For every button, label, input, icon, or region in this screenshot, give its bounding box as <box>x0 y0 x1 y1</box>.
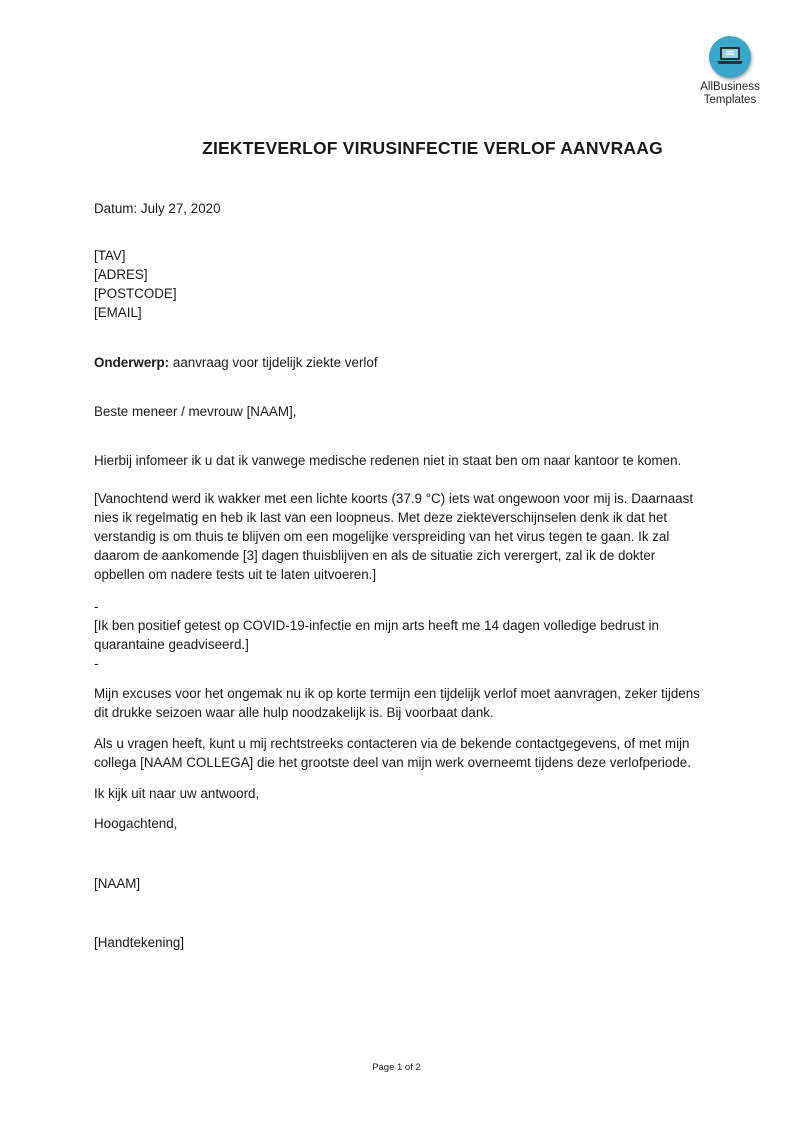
signature-placeholder: [Handtekening] <box>94 935 185 950</box>
address-postcode: [POSTCODE] <box>94 286 177 301</box>
dash-separator-1: - <box>94 599 99 614</box>
subject-label: Onderwerp: <box>94 355 170 370</box>
closing-greeting: Hoogachtend, <box>94 816 178 831</box>
allbusiness-logo <box>694 36 766 107</box>
closing-line: Ik kijk uit naar uw antwoord, <box>94 786 260 801</box>
salutation: Beste meneer / mevrouw [NAAM], <box>94 404 297 419</box>
address-adres: [ADRES] <box>94 267 148 282</box>
document-title: ZIEKTEVERLOF VIRUSINFECTIE VERLOF AANVRAAG <box>202 138 663 158</box>
paragraph-contact: Als u vragen heeft, kunt u mij rechtstreeks contacteren via de bekende contactgegevens, of met mijn collega [NAAM COLLEGA] die het grootste deel van mijn werk overneemt tijdens deze verlofperiode. <box>94 736 691 770</box>
page-number: Page 1 of 2 <box>372 1062 421 1073</box>
paragraph-option-1: [Vanochtend werd ik wakker met een lichte koorts (37.9 °C) iets wat ongewoon voor mij is. Daarnaast nies ik regelmatig en heb ik last van een loopneus. Met deze ziekteverschijnselen denk ik dat het verstandig is om thuis te blijven om een mogelijke verspreiding van het virus tegen te gaan. Ik zal daarom de aankomende [3] dagen thuisblijven en als de situatie zich verergert, zal ik de dokter opbellen om nadere tests uit te laten uitvoeren.] <box>94 491 694 582</box>
paragraph-apology: Mijn excuses voor het ongemak nu ik op korte termijn een tijdelijk verlof moet aanvragen, zeker tijdens dit drukke seizoen waar alle hulp noodzakelijk is. Bij voorbaat dank. <box>94 686 700 720</box>
subject-line <box>94 353 704 372</box>
date-line: Datum: July 27, 2020 <box>94 201 221 216</box>
address-block <box>94 246 704 322</box>
subject-text: aanvraag voor tijdelijk ziekte verlof <box>169 355 378 370</box>
logo-line-1: AllBusiness <box>700 81 760 93</box>
logo-text <box>694 81 766 107</box>
dash-separator-2: - <box>94 656 99 671</box>
paragraph-option-2: [Ik ben positief getest op COVID-19-infectie en mijn arts heeft me 14 dagen volledige bedrust in quarantaine geadviseerd.] <box>94 618 659 652</box>
logo-line-2: Templates <box>703 94 757 106</box>
address-email: [EMAIL] <box>94 305 142 320</box>
address-tav: [TAV] <box>94 248 126 263</box>
sender-name: [NAAM] <box>94 876 141 891</box>
laptop-icon <box>709 36 751 78</box>
paragraph-intro: Hierbij infomeer ik u dat ik vanwege medische redenen niet in staat ben om naar kantoor te komen. <box>94 453 682 468</box>
